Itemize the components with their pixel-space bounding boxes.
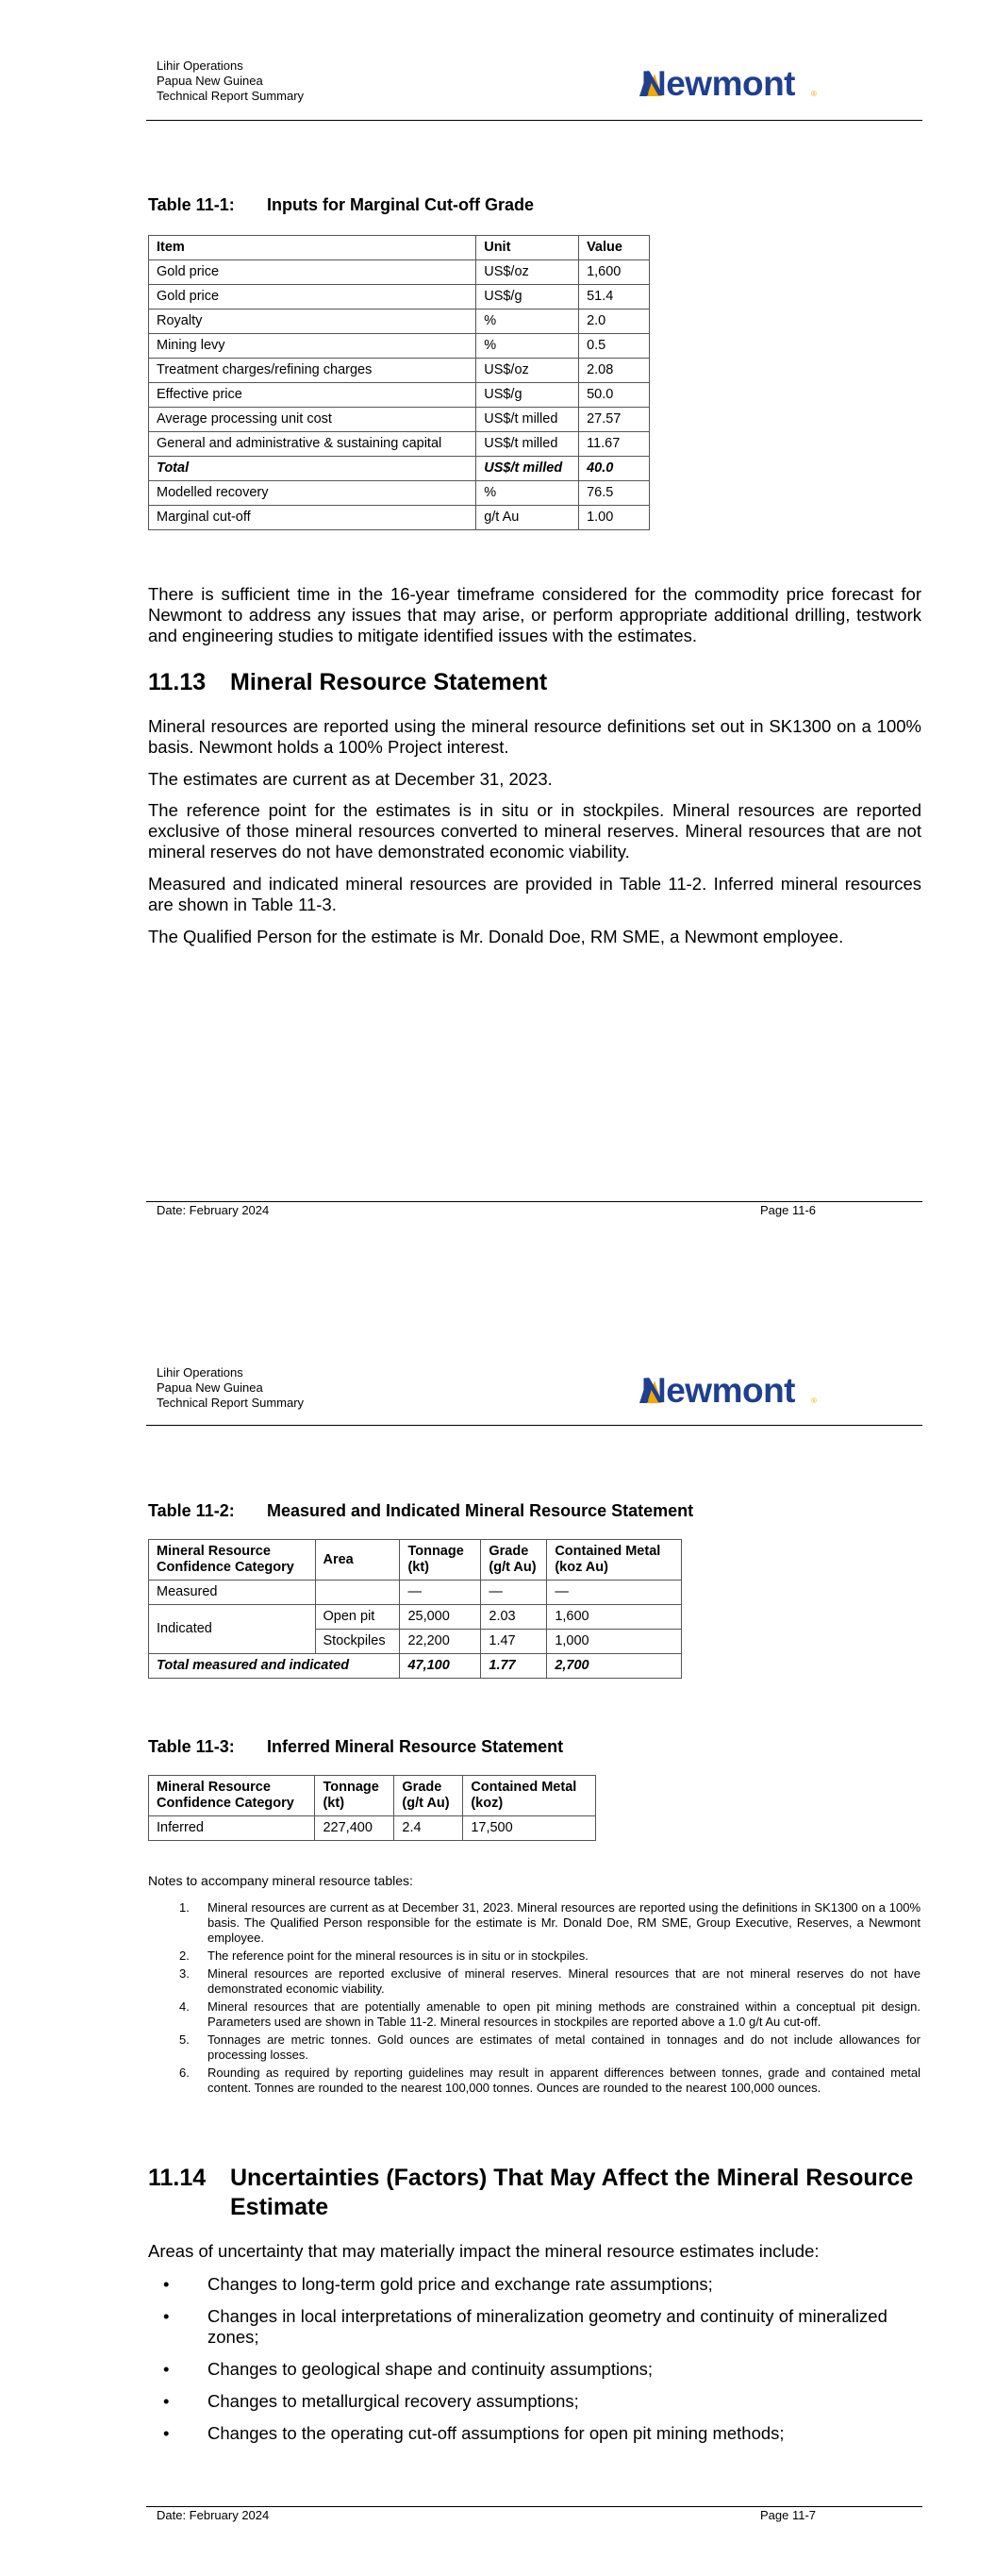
newmont-logo bbox=[639, 1367, 819, 1409]
bullet-icon: • bbox=[163, 2423, 170, 2443]
note-item bbox=[179, 2066, 920, 2096]
bullet-icon: • bbox=[163, 2391, 170, 2411]
note-item bbox=[179, 1949, 920, 1964]
table-number: Table 11-2: bbox=[148, 1501, 235, 1520]
table-row bbox=[149, 309, 650, 334]
bullet-item bbox=[148, 2359, 921, 2380]
table-cell: — bbox=[547, 1581, 682, 1605]
table-header-row bbox=[149, 236, 650, 260]
table-number: Table 11-1: bbox=[148, 195, 235, 214]
table-cell: 1,000 bbox=[547, 1630, 682, 1654]
table-cell: Royalty bbox=[149, 309, 476, 334]
total-row bbox=[149, 1654, 682, 1679]
table-cell: 47,100 bbox=[400, 1654, 481, 1679]
table-cell: Inferred bbox=[149, 1816, 315, 1841]
table-title: Inputs for Marginal Cut-off Grade bbox=[267, 195, 534, 214]
table-cell: Measured bbox=[149, 1581, 316, 1605]
section-number: 11.14 bbox=[148, 2165, 207, 2191]
header-line-country: Papua New Guinea bbox=[157, 1380, 263, 1395]
table-cell: Mining levy bbox=[149, 334, 476, 359]
table-title: Measured and Indicated Mineral Resource Statement bbox=[267, 1501, 694, 1520]
header-line-report: Technical Report Summary bbox=[157, 1396, 305, 1410]
note-number: 5. bbox=[179, 2032, 190, 2047]
bullet-text: Changes to geological shape and continuity assumptions; bbox=[207, 2359, 654, 2379]
table-row bbox=[149, 1605, 682, 1630]
bullet-icon: • bbox=[163, 2359, 170, 2379]
uncertainty-bullets bbox=[148, 2274, 921, 2455]
note-text: Tonnages are metric tonnes. Gold ounces are estimates of metal contained in tonnages and do not include allowances for processing losses. bbox=[207, 2032, 920, 2062]
table-cell: 17,500 bbox=[463, 1816, 596, 1841]
table-cell: 76.5 bbox=[579, 481, 650, 506]
table-cell: US$/oz bbox=[476, 260, 579, 285]
paragraph-reference-point: The reference point for the estimates is in situ or in stockpiles. Mineral resources are reported exclusive of those mineral resources converted to mineral reserves. Mineral resources that are not mineral reserves do not have demonstrated economic viability. bbox=[148, 800, 921, 861]
bullet-icon: • bbox=[163, 2306, 170, 2326]
report-header bbox=[157, 1365, 304, 1411]
bullet-item bbox=[148, 2423, 921, 2444]
report-page-11-7 bbox=[0, 1288, 995, 2576]
table-cell: 227,400 bbox=[315, 1816, 394, 1841]
table-cell: Open pit bbox=[315, 1605, 400, 1630]
table-cell: Total measured and indicated bbox=[149, 1654, 400, 1679]
table-cell: 1.47 bbox=[481, 1630, 547, 1654]
note-text: Mineral resources are reported exclusive of mineral reserves. Mineral resources that are not mineral reserves do not have demonstrated economic viability. bbox=[207, 1966, 920, 1996]
table-cell: Gold price bbox=[149, 260, 476, 285]
paragraph-uncertainty-intro: Areas of uncertainty that may materially impact the mineral resource estimates include: bbox=[148, 2241, 820, 2261]
paragraph-qualified-person: The Qualified Person for the estimate is Mr. Donald Doe, RM SME, a Newmont employee. bbox=[148, 927, 844, 946]
section-title: Uncertainties (Factors) That May Affect the Mineral Resource Estimate bbox=[230, 2165, 914, 2220]
table-row bbox=[149, 1581, 682, 1605]
table-cell: Stockpiles bbox=[315, 1630, 400, 1654]
table-row bbox=[149, 432, 650, 457]
note-number: 6. bbox=[179, 2066, 190, 2080]
table-cell: 50.0 bbox=[579, 383, 650, 408]
table-cell: US$/t milled bbox=[476, 432, 579, 457]
total-row bbox=[149, 457, 650, 481]
column-header: Mineral Resource Confidence Category bbox=[149, 1776, 315, 1816]
table-cell: 2,700 bbox=[547, 1654, 682, 1679]
table-cell: % bbox=[476, 334, 579, 359]
bullet-text: Changes to long-term gold price and exchange rate assumptions; bbox=[207, 2274, 713, 2294]
footer-date: Date: February 2024 bbox=[157, 2508, 270, 2522]
paragraph-current-date: The estimates are current as at December 31, 2023. bbox=[148, 769, 553, 789]
note-number: 4. bbox=[179, 1999, 190, 2014]
table-cell: 1,600 bbox=[547, 1605, 682, 1630]
table-cell: Treatment charges/refining charges bbox=[149, 359, 476, 383]
table-cell: 1,600 bbox=[579, 260, 650, 285]
column-header: Value bbox=[579, 236, 650, 260]
table-cell: Modelled recovery bbox=[149, 481, 476, 506]
note-text: Mineral resources that are potentially amenable to open pit mining methods are constrained within a conceptual pit design. Parameters used are shown in Table 11-2. Mineral resources in stockpiles are reported above a 1.0 g/t Au cut-off. bbox=[207, 1999, 920, 2029]
bullet-text: Changes in local interpretations of mineralization geometry and continuity of mineralized zones; bbox=[207, 2306, 887, 2347]
note-text: Rounding as required by reporting guidelines may result in apparent differences between tonnes, grade and contained metal content. Tonnes are rounded to the nearest 100,000 tonnes. Ounces are rounded to the nearest 100,000 ounces. bbox=[207, 2066, 920, 2095]
bullet-text: Changes to metallurgical recovery assumptions; bbox=[207, 2391, 579, 2411]
table-row bbox=[149, 334, 650, 359]
table-11-3-caption bbox=[148, 1737, 563, 1757]
column-header: Item bbox=[149, 236, 476, 260]
footer-page-number: Page 11-6 bbox=[760, 1203, 817, 1217]
resource-notes-list bbox=[179, 1900, 920, 2099]
logo-trademark: ® bbox=[811, 90, 817, 98]
header-rule bbox=[146, 1425, 922, 1426]
column-header: Tonnage (kt) bbox=[400, 1540, 481, 1581]
note-item bbox=[179, 2032, 920, 2063]
table-cell: 40.0 bbox=[579, 457, 650, 481]
table-11-2-caption bbox=[148, 1501, 693, 1521]
note-number: 2. bbox=[179, 1949, 190, 1963]
note-number: 1. bbox=[179, 1900, 190, 1915]
header-line-operation: Lihir Operations bbox=[157, 1365, 243, 1380]
table-cell: 51.4 bbox=[579, 285, 650, 309]
table-cell: — bbox=[481, 1581, 547, 1605]
table-cell: Indicated bbox=[149, 1605, 316, 1654]
column-header: Area bbox=[315, 1540, 400, 1581]
table-row bbox=[149, 481, 650, 506]
table-row bbox=[149, 408, 650, 432]
table-cell: General and administrative & sustaining capital bbox=[149, 432, 476, 457]
footer-rule bbox=[146, 1201, 922, 1202]
table-cell: US$/oz bbox=[476, 359, 579, 383]
table-cell: — bbox=[400, 1581, 481, 1605]
table-cell: % bbox=[476, 481, 579, 506]
header-line-operation: Lihir Operations bbox=[157, 59, 243, 73]
notes-title: Notes to accompany mineral resource tables: bbox=[148, 1873, 413, 1888]
table-cell: 0.5 bbox=[579, 334, 650, 359]
table-cell: Total bbox=[149, 457, 476, 481]
table-cell: g/t Au bbox=[476, 506, 579, 530]
table-cell: 2.4 bbox=[394, 1816, 463, 1841]
section-number: 11.13 bbox=[148, 669, 207, 695]
bullet-icon: • bbox=[163, 2274, 170, 2294]
footer-page-number: Page 11-7 bbox=[760, 2508, 817, 2522]
logo-text: Newmont bbox=[641, 1371, 795, 1409]
section-title: Mineral Resource Statement bbox=[230, 669, 548, 695]
paragraph-sufficient-time: There is sufficient time in the 16-year timeframe considered for the commodity price forecast for Newmont to address any issues that may arise, or perform appropriate additional drilling, testwork and engineering studies to mitigate identified issues with the estimates. bbox=[148, 584, 921, 645]
table-number: Table 11-3: bbox=[148, 1737, 235, 1756]
table-row bbox=[149, 506, 650, 530]
table-cell: 27.57 bbox=[579, 408, 650, 432]
column-header: Grade (g/t Au) bbox=[481, 1540, 547, 1581]
table-header-row bbox=[149, 1540, 682, 1581]
table-cell: 2.0 bbox=[579, 309, 650, 334]
table-cell: Average processing unit cost bbox=[149, 408, 476, 432]
table-cell: US$/t milled bbox=[476, 457, 579, 481]
column-header: Contained Metal (koz Au) bbox=[547, 1540, 682, 1581]
table-cell: US$/g bbox=[476, 285, 579, 309]
table-cell: % bbox=[476, 309, 579, 334]
table-cell: 11.67 bbox=[579, 432, 650, 457]
header-line-report: Technical Report Summary bbox=[157, 89, 305, 103]
column-header: Mineral Resource Confidence Category bbox=[149, 1540, 316, 1581]
header-line-country: Papua New Guinea bbox=[157, 74, 263, 88]
column-header: Grade (g/t Au) bbox=[394, 1776, 463, 1816]
table-title: Inferred Mineral Resource Statement bbox=[267, 1737, 564, 1756]
table-cell: 1.00 bbox=[579, 506, 650, 530]
logo-trademark: ® bbox=[811, 1397, 817, 1405]
note-number: 3. bbox=[179, 1966, 190, 1981]
table-cell: 25,000 bbox=[400, 1605, 481, 1630]
bullet-text: Changes to the operating cut-off assumptions for open pit mining methods; bbox=[207, 2423, 785, 2443]
table-cell: 1.77 bbox=[481, 1654, 547, 1679]
report-header bbox=[157, 59, 304, 104]
paragraph-table-references: Measured and indicated mineral resources are provided in Table 11-2. Inferred mineral resources are shown in Table 11-3. bbox=[148, 874, 921, 914]
footer-date: Date: February 2024 bbox=[157, 1203, 270, 1217]
table-cell: Effective price bbox=[149, 383, 476, 408]
table-row bbox=[149, 383, 650, 408]
column-header: Unit bbox=[476, 236, 579, 260]
newmont-logo bbox=[639, 60, 819, 102]
table-11-1-caption bbox=[148, 195, 534, 215]
table-cell bbox=[315, 1581, 400, 1605]
bullet-item bbox=[148, 2306, 921, 2348]
table-row bbox=[149, 1816, 596, 1841]
paragraph-reporting-basis: Mineral resources are reported using the mineral resource definitions set out in SK1300 on a 100% basis. Newmont holds a 100% Project interest. bbox=[148, 716, 921, 757]
table-cell: Gold price bbox=[149, 285, 476, 309]
table-header-row bbox=[149, 1776, 596, 1816]
footer-rule bbox=[146, 2506, 922, 2507]
table-cell: 2.08 bbox=[579, 359, 650, 383]
measured-indicated-table bbox=[148, 1539, 682, 1679]
table-row bbox=[149, 285, 650, 309]
note-text: Mineral resources are current as at December 31, 2023. Mineral resources are reported using the definitions in SK1300 on a 100% basis. The Qualified Person responsible for the estimate is Mr. Donald Doe, RM SME, Group Executive, Reserves, a Newmont employee. bbox=[207, 1900, 920, 1945]
table-cell: US$/g bbox=[476, 383, 579, 408]
table-cell: Marginal cut-off bbox=[149, 506, 476, 530]
table-cell: 22,200 bbox=[400, 1630, 481, 1654]
column-header: Contained Metal (koz) bbox=[463, 1776, 596, 1816]
note-text: The reference point for the mineral resources is in situ or in stockpiles. bbox=[207, 1949, 589, 1963]
header-rule bbox=[146, 120, 922, 121]
cutoff-inputs-table bbox=[148, 235, 650, 530]
table-cell: 2.03 bbox=[481, 1605, 547, 1630]
table-row bbox=[149, 260, 650, 285]
table-cell: US$/t milled bbox=[476, 408, 579, 432]
note-item bbox=[179, 1999, 920, 2030]
logo-text: Newmont bbox=[641, 64, 795, 102]
table-row bbox=[149, 359, 650, 383]
note-item bbox=[179, 1900, 920, 1946]
note-item bbox=[179, 1966, 920, 1997]
column-header: Tonnage (kt) bbox=[315, 1776, 394, 1816]
bullet-item bbox=[148, 2274, 921, 2295]
inferred-resource-table bbox=[148, 1775, 596, 1841]
bullet-item bbox=[148, 2391, 921, 2412]
